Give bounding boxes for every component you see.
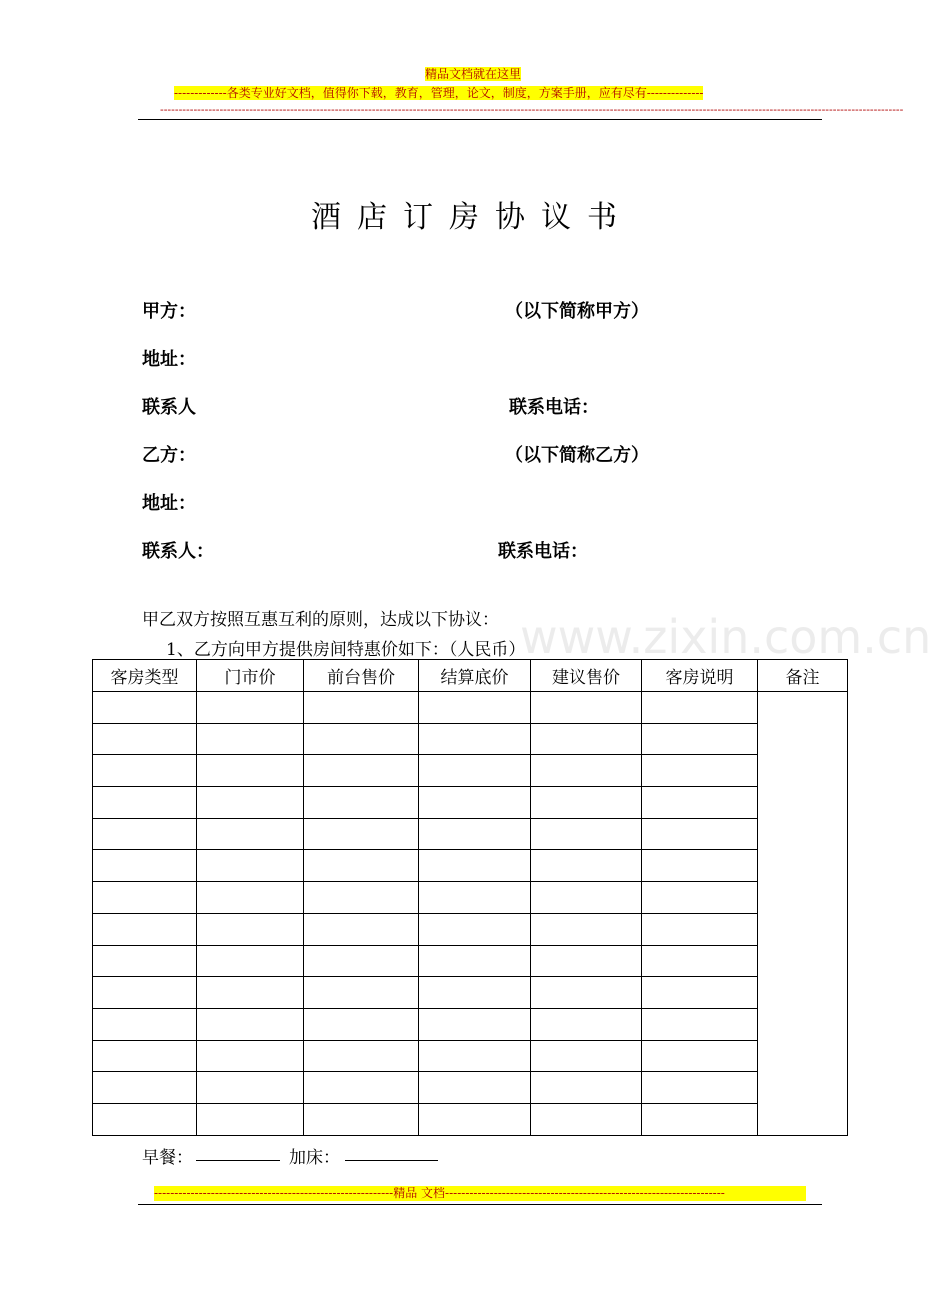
table-cell[interactable] [197, 882, 304, 914]
table-row [93, 755, 848, 787]
table-row [93, 1072, 848, 1104]
document-title: 酒店订房协议书 [311, 200, 633, 235]
table-cell[interactable] [197, 913, 304, 945]
table-cell[interactable] [531, 882, 642, 914]
table-cell[interactable] [93, 913, 197, 945]
table-cell[interactable] [304, 1008, 419, 1040]
table-cell[interactable] [419, 945, 531, 977]
extra-bed-blank[interactable] [345, 1160, 438, 1161]
table-cell[interactable] [304, 850, 419, 882]
table-cell[interactable] [419, 818, 531, 850]
table-cell[interactable] [642, 1103, 758, 1135]
footer-banner: -----------------------------------------------------------精品 文档--------------------------------------------------------------------- [154, 1186, 806, 1201]
table-cell[interactable] [642, 913, 758, 945]
table-cell[interactable] [642, 850, 758, 882]
table-cell[interactable] [197, 1008, 304, 1040]
table-cell[interactable] [531, 692, 642, 724]
table-cell[interactable] [419, 692, 531, 724]
table-cell[interactable] [93, 723, 197, 755]
intro-paragraph: 甲乙双方按照互惠互利的原则，达成以下协议： [142, 610, 499, 630]
header-dash-line: -------------------------------------------------------------------------------------------------------------------------------------------------------------------------------------------------------- [160, 103, 904, 116]
party-a-contact-label: 联系人 [142, 397, 196, 418]
table-cell[interactable] [531, 945, 642, 977]
table-cell[interactable] [197, 1072, 304, 1104]
table-cell[interactable] [642, 1040, 758, 1072]
table-cell[interactable] [93, 850, 197, 882]
table-cell[interactable] [93, 1008, 197, 1040]
table-cell[interactable] [642, 818, 758, 850]
table-cell[interactable] [197, 945, 304, 977]
table-cell[interactable] [531, 1008, 642, 1040]
table-cell[interactable] [197, 692, 304, 724]
party-b-address-label: 地址： [142, 493, 196, 514]
table-cell[interactable] [531, 913, 642, 945]
table-cell[interactable] [304, 1072, 419, 1104]
col-front-desk-price: 前台售价 [304, 660, 419, 692]
table-cell[interactable] [419, 850, 531, 882]
clause-1: 1、乙方向甲方提供房间特惠价如下：（人民币） [166, 640, 526, 660]
table-cell[interactable] [642, 755, 758, 787]
table-cell[interactable] [419, 1072, 531, 1104]
table-cell[interactable] [531, 977, 642, 1009]
table-cell[interactable] [642, 882, 758, 914]
table-cell[interactable] [419, 755, 531, 787]
remarks-cell[interactable] [758, 692, 848, 1136]
table-cell[interactable] [642, 787, 758, 819]
table-cell[interactable] [197, 850, 304, 882]
table-cell[interactable] [93, 1103, 197, 1135]
table-cell[interactable] [197, 723, 304, 755]
table-cell[interactable] [419, 1103, 531, 1135]
header-banner-main: -------------各类专业好文档，值得你下载，教育，管理，论文，制度，方案手册，应有尽有-------------- [174, 86, 704, 100]
col-rack-rate: 门市价 [197, 660, 304, 692]
breakfast-label: 早餐： [142, 1148, 193, 1168]
party-b-label: 乙方： [142, 445, 196, 466]
header-rule [138, 119, 822, 120]
table-cell[interactable] [642, 723, 758, 755]
party-b-note: （以下简称乙方） [505, 445, 649, 466]
table-cell[interactable] [93, 977, 197, 1009]
table-cell[interactable] [642, 1072, 758, 1104]
party-b-phone-label: 联系电话： [498, 541, 588, 562]
party-a-label: 甲方： [142, 301, 196, 322]
table-cell[interactable] [642, 945, 758, 977]
table-row [93, 913, 848, 945]
watermark: www.zixin.com.cn [520, 610, 931, 664]
table-cell[interactable] [304, 945, 419, 977]
party-b-contact-label: 联系人： [142, 541, 214, 562]
table-cell[interactable] [304, 787, 419, 819]
party-a-note: （以下简称甲方） [505, 301, 649, 322]
table-cell[interactable] [419, 977, 531, 1009]
extra-bed-label: 加床： [289, 1148, 340, 1168]
table-cell[interactable] [304, 755, 419, 787]
table-header-row [93, 660, 848, 692]
table-cell[interactable] [304, 913, 419, 945]
table-cell[interactable] [419, 723, 531, 755]
col-room-type: 客房类型 [93, 660, 197, 692]
col-room-description: 客房说明 [642, 660, 758, 692]
party-a-phone-label: 联系电话： [509, 397, 599, 418]
table-cell[interactable] [419, 1040, 531, 1072]
table-cell[interactable] [197, 977, 304, 1009]
table-cell[interactable] [304, 1040, 419, 1072]
party-a-address-label: 地址： [142, 349, 196, 370]
table-cell[interactable] [93, 1072, 197, 1104]
table-cell[interactable] [304, 1103, 419, 1135]
table-cell[interactable] [531, 723, 642, 755]
table-cell[interactable] [93, 692, 197, 724]
table-cell[interactable] [531, 755, 642, 787]
footer-rule [138, 1204, 822, 1205]
table-cell[interactable] [642, 1008, 758, 1040]
table-cell[interactable] [93, 1040, 197, 1072]
table-cell[interactable] [531, 1072, 642, 1104]
table-cell[interactable] [93, 787, 197, 819]
breakfast-blank[interactable] [196, 1160, 280, 1161]
table-row [93, 945, 848, 977]
table-cell[interactable] [197, 1040, 304, 1072]
table-cell[interactable] [419, 882, 531, 914]
table-row [93, 1008, 848, 1040]
table-row [93, 882, 848, 914]
table-row [93, 692, 848, 724]
table-row [93, 723, 848, 755]
table-row [93, 818, 848, 850]
table-cell[interactable] [642, 977, 758, 1009]
table-cell[interactable] [531, 1103, 642, 1135]
table-cell[interactable] [93, 882, 197, 914]
col-settlement-price: 结算底价 [419, 660, 531, 692]
table-cell[interactable] [304, 977, 419, 1009]
table-cell[interactable] [531, 850, 642, 882]
table-row [93, 977, 848, 1009]
table-cell[interactable] [531, 1040, 642, 1072]
table-cell[interactable] [197, 818, 304, 850]
table-cell[interactable] [197, 1103, 304, 1135]
table-cell[interactable] [93, 818, 197, 850]
table-cell[interactable] [93, 755, 197, 787]
table-row [93, 787, 848, 819]
room-rates-table [92, 659, 848, 1136]
table-cell[interactable] [197, 755, 304, 787]
header-banner-top: 精品文档就在这里 [425, 67, 522, 81]
table-row [93, 850, 848, 882]
table-cell[interactable] [419, 787, 531, 819]
col-remarks: 备注 [758, 660, 848, 692]
table-cell[interactable] [531, 787, 642, 819]
col-suggested-price: 建议售价 [531, 660, 642, 692]
table-cell[interactable] [531, 818, 642, 850]
table-cell[interactable] [304, 692, 419, 724]
table-row [93, 1040, 848, 1072]
table-cell[interactable] [93, 945, 197, 977]
table-cell[interactable] [642, 692, 758, 724]
table-cell[interactable] [304, 882, 419, 914]
table-cell[interactable] [419, 913, 531, 945]
table-cell[interactable] [419, 1008, 531, 1040]
table-cell[interactable] [304, 818, 419, 850]
table-row [93, 1103, 848, 1135]
table-cell[interactable] [197, 787, 304, 819]
table-cell[interactable] [304, 723, 419, 755]
